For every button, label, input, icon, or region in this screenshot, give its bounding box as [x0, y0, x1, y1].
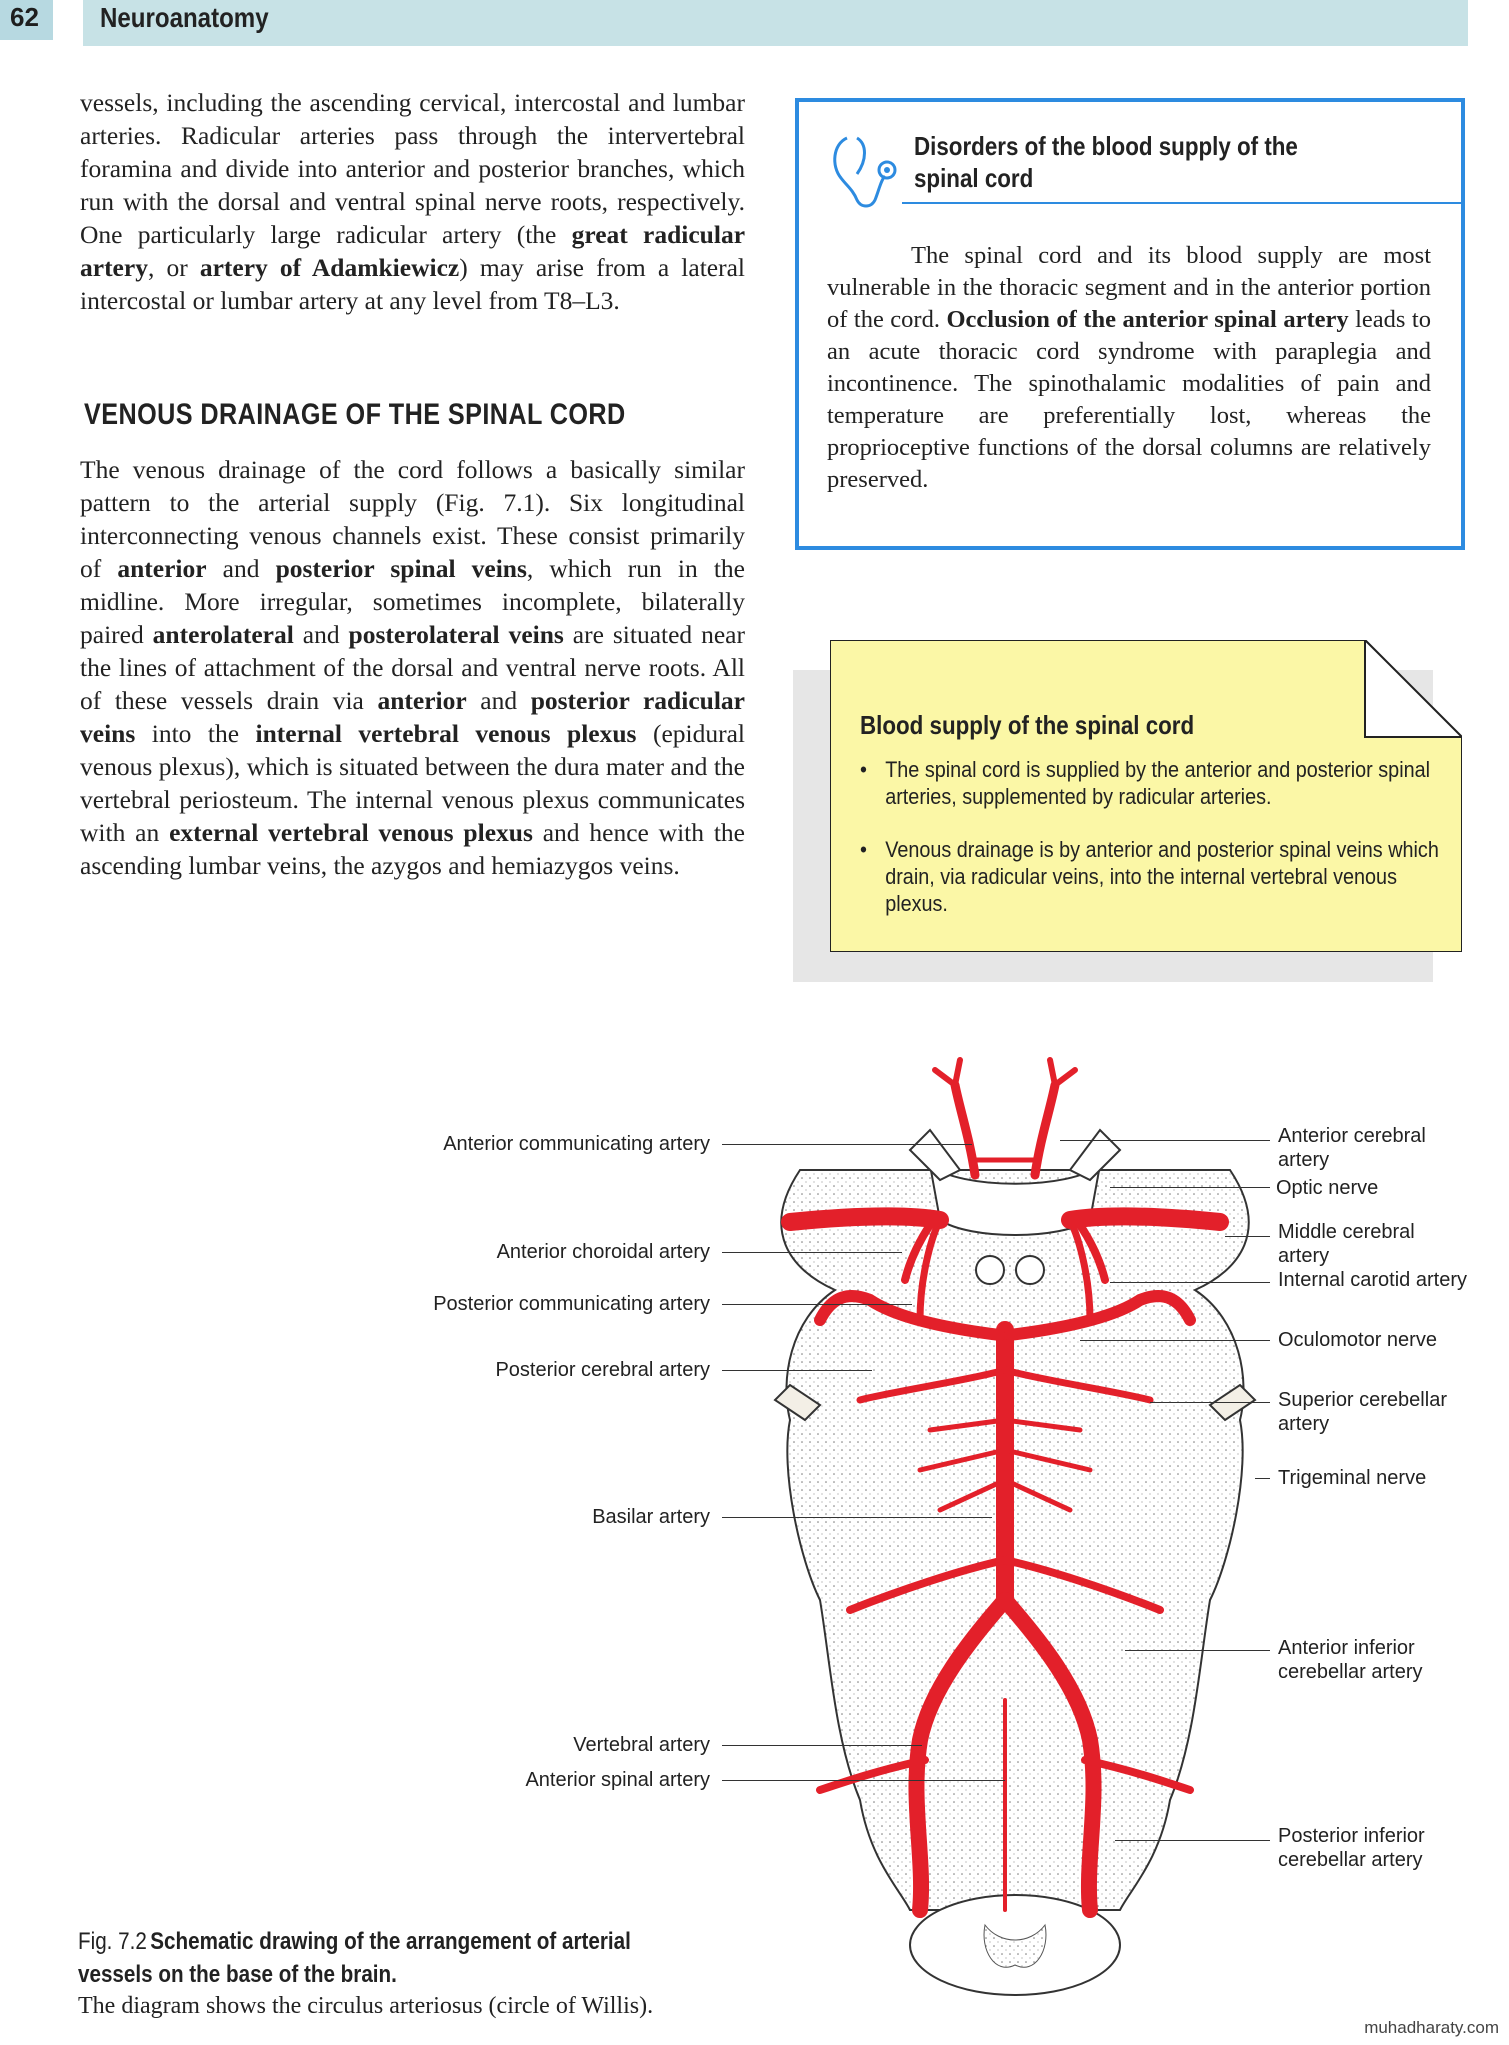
label-internal-carotid-artery: Internal carotid artery [1278, 1269, 1467, 1291]
leader-line [1110, 1187, 1270, 1188]
leader-line [1060, 1140, 1270, 1141]
clinical-box-rule [902, 202, 1462, 204]
label-trigeminal-nerve: Trigeminal nerve [1278, 1467, 1427, 1489]
summary-list [860, 756, 1450, 943]
section-heading-venous-drainage: VENOUS DRAINAGE OF THE SPINAL CORD [84, 398, 626, 431]
summary-box-title: Blood supply of the spinal cord [860, 710, 1195, 740]
leader-line [722, 1370, 872, 1371]
figure-caption [78, 1927, 758, 2022]
stethoscope-icon [827, 130, 897, 210]
leader-line [1110, 1282, 1270, 1283]
anterior-cerebral-artery-right [1035, 1085, 1055, 1175]
leader-line [722, 1304, 912, 1305]
leader-line [1115, 1840, 1270, 1841]
caption-title-part2: vessels on the base of the brain. [78, 1961, 397, 1988]
summary-list-item: • Venous drainage is by anterior and posterior spinal veins which drain, via radicular veins, into the internal vertebral venous plexus. [860, 837, 1439, 916]
leader-line [1255, 1478, 1270, 1479]
label-anterior-communicating-artery: Anterior communicating artery [443, 1133, 710, 1155]
middle-cerebral-artery-right [1070, 1216, 1220, 1222]
label-optic-nerve: Optic nerve [1276, 1177, 1379, 1199]
caption-title-part1: Schematic drawing of the arrangement of arterial [150, 1928, 631, 1955]
page-number: 62 [10, 2, 39, 32]
leader-line [722, 1252, 902, 1253]
figure-number: Fig. 7.2 [78, 1928, 147, 1955]
label-middle-cerebral-artery: Middle cerebral artery [1278, 1221, 1415, 1267]
label-anterior-choroidal-artery: Anterior choroidal artery [496, 1241, 710, 1263]
label-anterior-inferior-cerebellar-artery: Anterior inferior cerebellar artery [1278, 1637, 1423, 1683]
label-vertebral-artery: Vertebral artery [573, 1734, 710, 1756]
leader-line [722, 1144, 972, 1145]
middle-cerebral-artery-left [790, 1216, 940, 1222]
running-title-box [83, 0, 1468, 46]
summary-list-item: • The spinal cord is supplied by the anterior and posterior spinal arteries, supplemented by radicular arteries. [860, 757, 1431, 809]
anterior-cerebral-artery-left [955, 1085, 975, 1175]
leader-line [1150, 1402, 1270, 1403]
label-basilar-artery: Basilar artery [592, 1506, 710, 1528]
leader-line [722, 1780, 1005, 1781]
paragraph-arterial-supply: vessels, including the ascending cervical, intercostal and lumbar arteries. Radicular arteries pass through the intervertebral foramina and divide into anterior and posterior branches, which run with the dorsal and ventral spinal nerve roots, respectively. One particularly large radicular artery (the great radicular artery, or artery of Adamkiewicz) may arise from a lateral intercostal or lumbar artery at any level from T8–L3. [80, 88, 746, 315]
running-title: Neuroanatomy [100, 2, 269, 33]
pons-outline [781, 1170, 1248, 1910]
summary-box [830, 640, 1462, 952]
label-posterior-cerebral-artery: Posterior cerebral artery [495, 1359, 710, 1381]
circle-of-willis-figure [0, 1040, 1509, 2040]
page-number-box [0, 0, 53, 40]
leader-line [722, 1745, 922, 1746]
label-posterior-communicating-artery: Posterior communicating artery [433, 1293, 710, 1315]
label-anterior-cerebral-artery: Anterior cerebral artery [1278, 1125, 1426, 1171]
leader-line [722, 1517, 992, 1518]
clinical-box-text: The spinal cord and its blood supply are most vulnerable in the thoracic segment and in the anterior portion of the cord. Occlusion of the anterior spinal artery leads to an acute thoracic cord syndrome with paraplegia and incontinence. The spinothalamic modalities of pain and temperature are preferentially lost, whereas the proprioceptive functions of the dorsal columns are relatively preserved. [827, 242, 1431, 493]
label-superior-cerebellar-artery: Superior cerebellar artery [1278, 1389, 1447, 1435]
label-anterior-spinal-artery: Anterior spinal artery [525, 1769, 710, 1791]
leader-line [1225, 1236, 1270, 1237]
label-oculomotor-nerve: Oculomotor nerve [1278, 1329, 1437, 1351]
paragraph-venous-drainage: The venous drainage of the cord follows a basically similar pattern to the arterial supply (Fig. 7.1). Six longitudinal interconnecting venous channels exist. These consist primarily of anterior and posterior spinal veins, which run in the midline. More irregular, sometimes incomplete, bilaterally paired anterolateral and posterolateral veins are situated near the lines of attachment of the dorsal and ventral nerve roots. All of these vessels drain via anterior and posterior radicular veins into the internal vertebral venous plexus (epidural venous plexus), which is situated between the dura mater and the vertebral periosteum. The internal venous plexus communicates with an external vertebral venous plexus and hence with the ascending lumbar veins, the azygos and hemiazygos veins. [80, 455, 745, 880]
leader-line [1125, 1650, 1270, 1651]
caption-text: The diagram shows the circulus arteriosus (circle of Willis). [78, 1993, 654, 2019]
page-header [0, 0, 1509, 50]
watermark: muhadharaty.com [1364, 2018, 1499, 2037]
clinical-note-box [795, 98, 1465, 550]
label-posterior-inferior-cerebellar-artery: Posterior inferior cerebellar artery [1278, 1825, 1425, 1871]
leader-line [1080, 1340, 1270, 1341]
clinical-box-title: Disorders of the blood supply of the spinal cord [914, 131, 1298, 193]
